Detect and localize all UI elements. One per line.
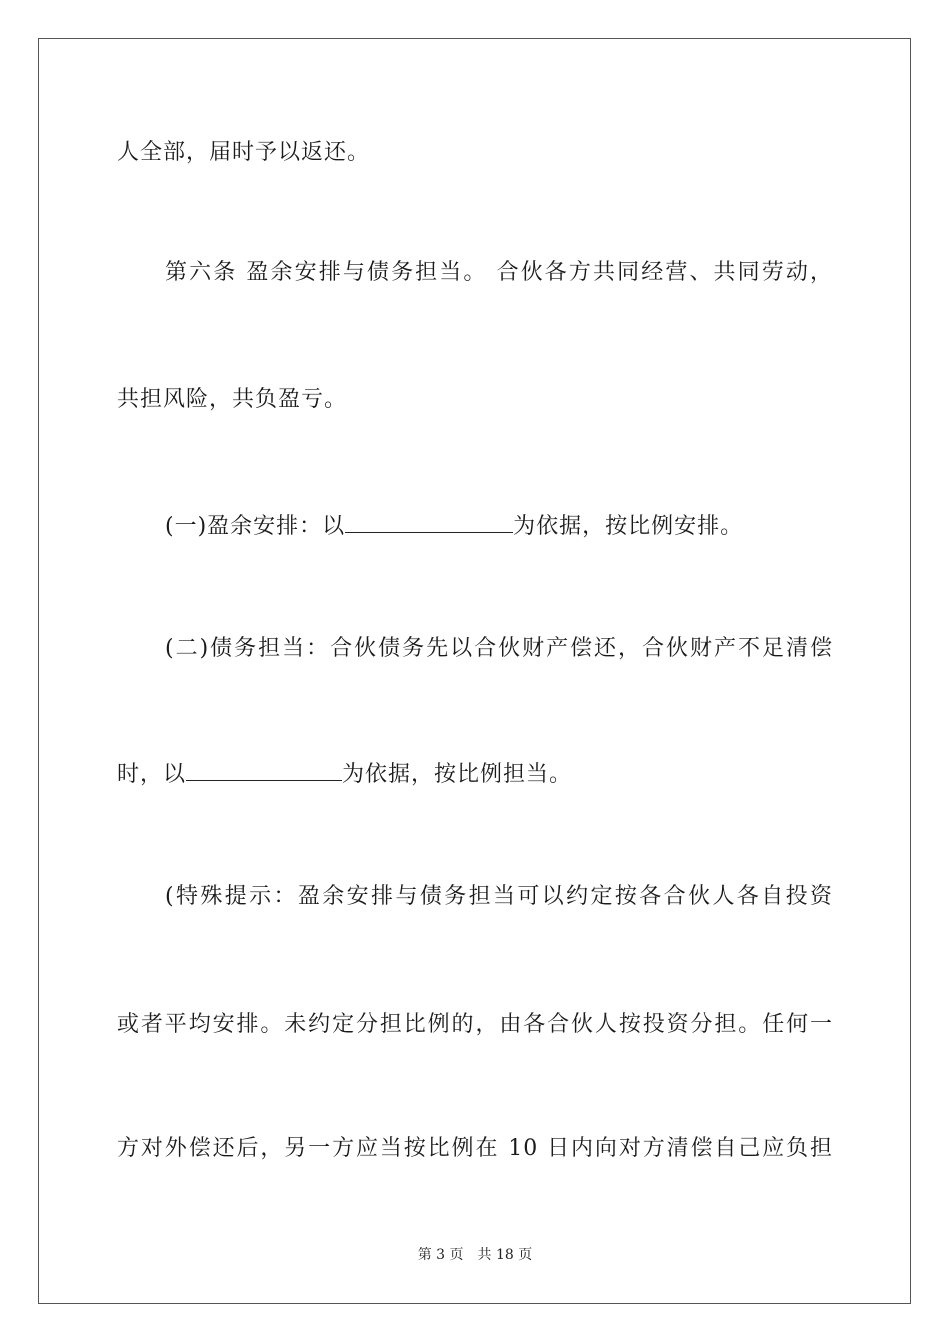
- page-footer: [0, 1246, 950, 1264]
- text-line: (二)债务担当：合伙债务先以合伙财产偿还，合伙财产不足清偿: [165, 636, 833, 661]
- text-line: 方对外偿还后，另一方应当按比例在 10 日内向对方清偿自己应负担: [117, 1136, 833, 1161]
- text-line: 第六条 盈余安排与债务担当。 合伙各方共同经营、共同劳动，: [165, 260, 833, 285]
- clause-suffix: 为依据，按比例安排。: [513, 514, 744, 539]
- fill-in-blank: [186, 758, 342, 781]
- text-line: 人全部，届时予以返还。: [117, 140, 371, 165]
- page-frame: [38, 38, 911, 1304]
- fill-in-blank: [345, 510, 513, 533]
- text-line-with-blank: [117, 758, 833, 790]
- clause-suffix: 为依据，按比例担当。: [342, 762, 573, 787]
- text-line: 或者平均安排。未约定分担比例的，由各合伙人按投资分担。任何一: [117, 1012, 833, 1037]
- text-line: 共担风险，共负盈亏。: [117, 387, 348, 412]
- page-number: 第 3 页: [417, 1247, 464, 1263]
- clause-prefix: (一)盈余安排：以: [165, 514, 346, 539]
- page-total: 共 18 页: [477, 1247, 533, 1263]
- text-line: (特殊提示：盈余安排与债务担当可以约定按各合伙人各自投资: [165, 884, 833, 909]
- clause-prefix: 时，以: [117, 762, 187, 787]
- text-line-with-blank: [165, 510, 881, 542]
